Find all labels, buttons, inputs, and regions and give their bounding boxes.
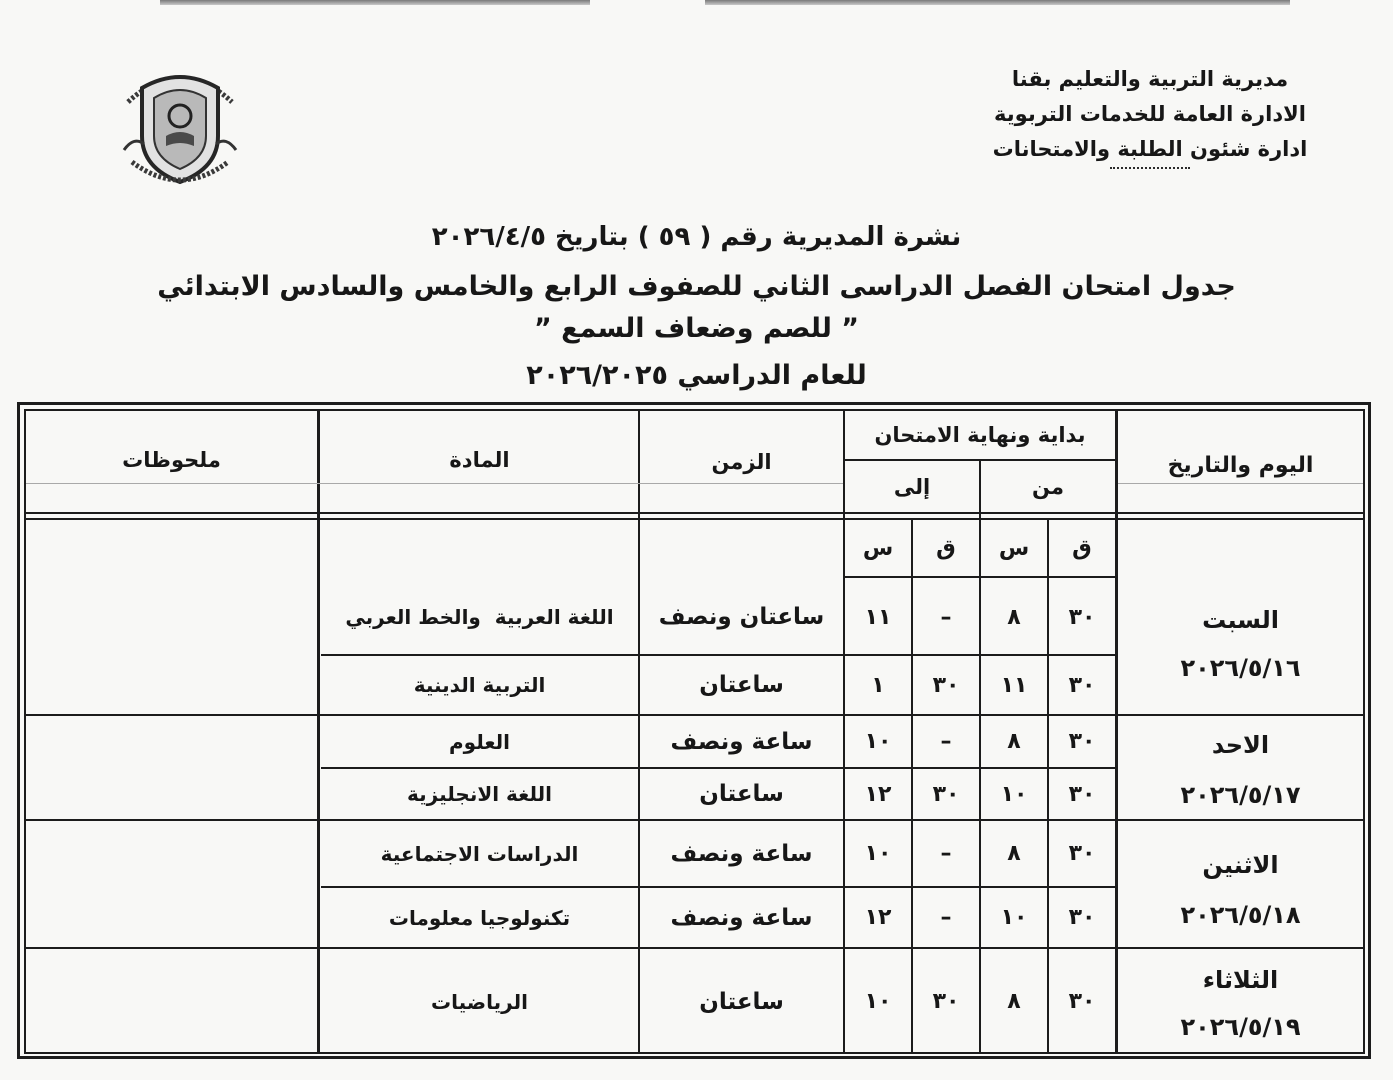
day-cell [1118,521,1363,714]
from-hour-cell: ٨ [1007,841,1021,866]
scan-edge-right [705,0,1290,5]
subject-cell: اللغة الانجليزية [407,782,552,806]
from-minute-cell: ٣٠ [1068,604,1096,630]
org-line-directorate: مديرية التربية والتعليم بقنا [1011,67,1289,91]
rule-header-bottom-2 [24,518,1365,520]
duration-cell: ساعتان [699,988,784,1015]
day-cell [1118,949,1363,1054]
ministry-seal-icon [114,58,246,190]
duration-cell: ساعتان [699,672,784,698]
duration-cell: ساعتان [699,781,784,807]
audience-line: ” للصم وضعاف السمع ” [533,312,860,344]
to-hour-cell: ١١ [864,604,892,630]
table-row [321,888,1115,947]
to-hour-cell: ١ [871,672,885,698]
to-hour-cell: ١٠ [864,841,892,866]
table-row [321,949,1115,1054]
day-date: ٢٠٢٦/٥/١٦ [1180,654,1301,682]
to-minute-cell: – [940,604,952,630]
from-hour-cell: ١٠ [1000,905,1028,930]
schedule-title: جدول امتحان الفصل الدراسى الثاني للصفوف الرابع والخامس والسادس الابتدائي [157,270,1236,302]
header-subject: المادة [449,448,510,472]
from-hour-cell: ١٠ [1000,781,1028,807]
header-to-hour: س [862,535,894,561]
subject-cell: تكنولوجيا معلومات [388,905,571,930]
header-notes: ملحوظات [122,448,221,472]
duration-cell: ساعة ونصف [670,904,813,931]
day-name: السبت [1202,606,1279,634]
from-minute-cell: ٣٠ [1068,781,1096,807]
academic-year-line: للعام الدراسي ٢٠٢٦/٢٠٢٥ [526,359,867,391]
to-minute-cell: ٣٠ [932,672,960,698]
scan-edge-left [160,0,590,5]
subject-cell: الدراسات الاجتماعية [380,841,579,866]
from-hour-cell: ٨ [1007,604,1021,630]
header-duration: الزمن [711,450,772,474]
to-minute-cell: ٣٠ [932,989,960,1014]
duration-cell: ساعتان ونصف [658,604,825,630]
to-minute-cell: – [940,729,952,754]
table-row [321,821,1115,886]
to-hour-cell: ١٠ [864,989,892,1014]
table-row [321,656,1115,714]
header-day-date: اليوم والتاريخ [1167,452,1314,478]
issuing-office [985,62,1315,167]
to-hour-cell: ١٠ [864,729,892,754]
from-minute-cell: ٣٠ [1068,841,1096,866]
day-date: ٢٠٢٦/٥/١٧ [1180,781,1301,809]
dotted-underline [1110,167,1190,169]
subject-cell: اللغة العربية والخط العربي [345,605,614,629]
from-hour-cell: ٨ [1007,989,1021,1014]
org-line-general-administration: الادارة العامة للخدمات التربوية [994,102,1306,126]
header-from: من [1032,474,1064,499]
subject-cell: الرياضيات [431,989,528,1014]
duration-cell: ساعة ونصف [670,840,813,867]
from-hour-cell: ٨ [1007,729,1021,754]
from-minute-cell: ٣٠ [1068,905,1096,930]
header-from-hour: س [998,535,1030,561]
table-row [321,716,1115,767]
subject-cell: التربية الدينية [413,673,546,697]
duration-cell: ساعة ونصف [670,728,813,755]
from-minute-cell: ٣٠ [1068,672,1096,698]
subject-cell: العلوم [449,729,511,754]
day-cell [1118,821,1363,947]
rule-unit-header [845,576,1115,578]
table-row [321,769,1115,819]
header-exam-window: بداية ونهاية الامتحان [874,423,1086,447]
day-name: الاثنين [1202,851,1279,879]
to-hour-cell: ١٢ [864,781,892,807]
day-date: ٢٠٢٦/٥/١٨ [1180,901,1301,929]
from-minute-cell: ٣٠ [1068,729,1096,754]
header-from-minute: ق [1072,535,1092,561]
org-line-exams-administration: ادارة شئون الطلبة والامتحانات [992,137,1308,161]
day-cell [1118,716,1363,819]
bulletin-line: نشرة المديرية رقم ( ٥٩ ) بتاريخ ٢٠٢٦/٤/٥ [431,222,962,252]
header-to-minute: ق [936,535,956,561]
day-name: الثلاثاء [1202,966,1279,994]
to-minute-cell: ٣٠ [932,781,960,807]
header-to: إلى [893,474,931,499]
from-minute-cell: ٣٠ [1068,989,1096,1014]
to-minute-cell: – [940,905,952,930]
table-row [321,580,1115,654]
rule-notes-subject [317,409,320,1054]
from-hour-cell: ١١ [1000,672,1028,698]
day-date: ٢٠٢٦/٥/١٩ [1180,1013,1301,1041]
to-hour-cell: ١٢ [864,905,892,930]
to-minute-cell: – [940,841,952,866]
rule-header-bottom-1 [24,512,1365,514]
day-name: الاحد [1211,731,1270,759]
